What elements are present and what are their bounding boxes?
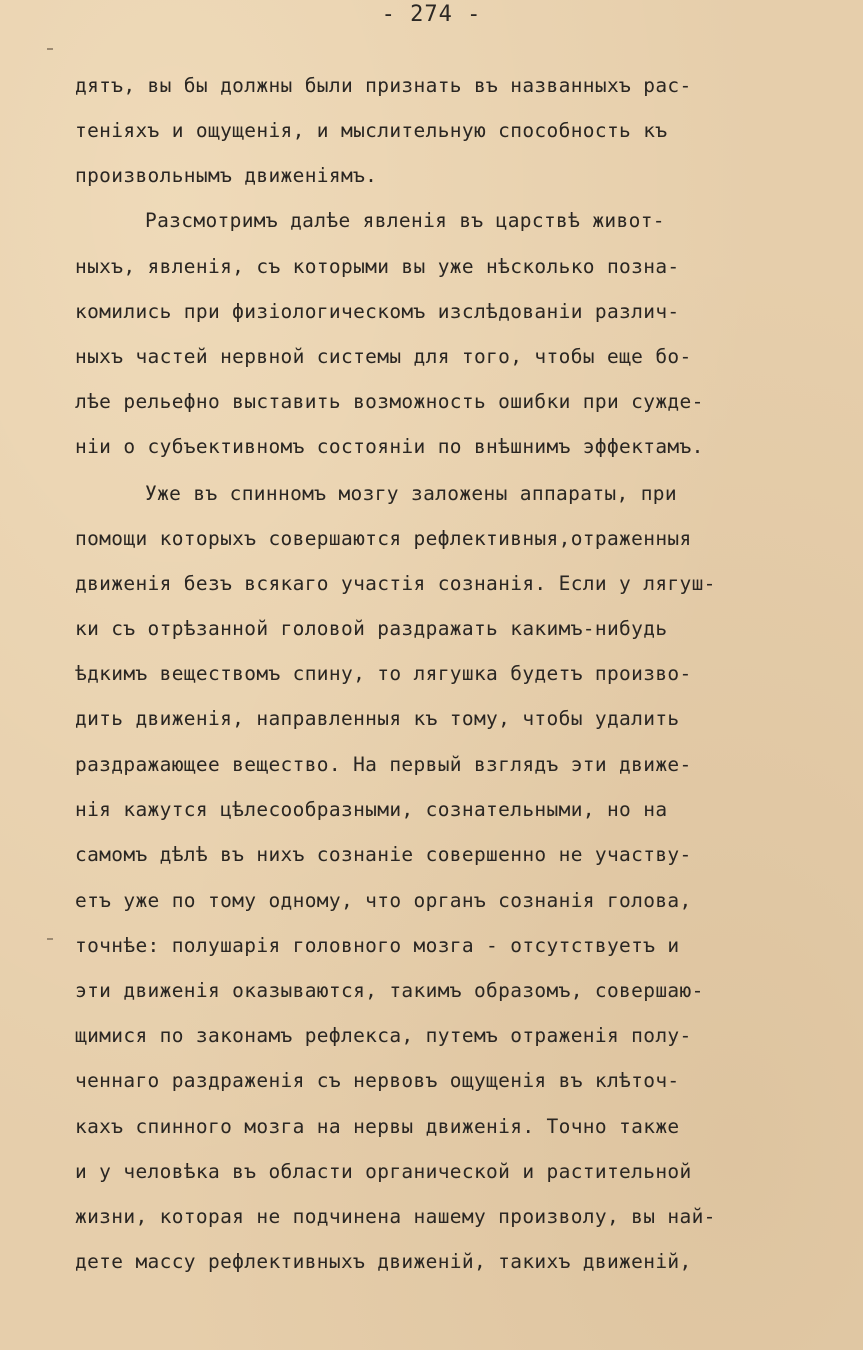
text-line: ки съ отрѣзанной головой раздражать какимъ-нибудь — [75, 617, 668, 640]
text-line: кахъ спинного мозга на нервы движенія. Точно также — [75, 1115, 680, 1138]
text-line: ченнаго раздраженія съ нервовъ ощущенія въ клѣточ- — [75, 1069, 680, 1092]
text-line: помощи которыхъ совершаются рефлективныя,отраженныя — [75, 527, 692, 550]
margin-mark — [47, 48, 53, 50]
text-line: самомъ дѣлѣ въ нихъ сознаніе совершенно не участву- — [75, 843, 692, 866]
text-line: нія кажутся цѣлесообразными, сознательными, но на — [75, 798, 668, 821]
page-number: - 274 - — [381, 2, 482, 27]
text-line: эти движенія оказываются, такимъ образомъ, совершаю- — [75, 979, 704, 1002]
text-line: дете массу рефлективныхъ движеній, такихъ движеній, — [75, 1250, 692, 1273]
text-line: етъ уже по тому одному, что органъ сознанія голова, — [75, 889, 692, 912]
text-line: ныхъ, явленія, съ которыми вы уже нѣсколько позна- — [75, 255, 680, 278]
text-line: ныхъ частей нервной системы для того, чтобы еще бо- — [75, 345, 692, 368]
text-line: Уже въ спинномъ мозгу заложены аппараты, при — [145, 482, 677, 505]
text-line: произвольнымъ движеніямъ. — [75, 164, 378, 187]
text-line: ніи о субъективномъ состояніи по внѣшнимъ эффектамъ. — [75, 435, 704, 458]
text-line: теніяхъ и ощущенія, и мыслительную способность къ — [75, 119, 668, 142]
text-line: ѣдкимъ веществомъ спину, то лягушка будетъ произво- — [75, 662, 692, 685]
text-line: щимися по законамъ рефлекса, путемъ отраженія полу- — [75, 1024, 692, 1047]
text-line: движенія безъ всякаго участія сознанія. Если у лягуш- — [75, 572, 716, 595]
text-line: комились при физіологическомъ изслѣдованіи различ- — [75, 300, 680, 323]
text-line: Разсмотримъ далѣе явленія въ царствѣ живот- — [145, 209, 665, 232]
text-line: дятъ, вы бы должны были признать въ названныхъ рас- — [75, 74, 692, 97]
text-line: жизни, которая не подчинена нашему произволу, вы най- — [75, 1205, 716, 1228]
text-line: дить движенія, направленныя къ тому, чтобы удалить — [75, 707, 680, 730]
margin-mark — [47, 938, 53, 940]
text-line: точнѣе: полушарія головного мозга - отсутствуетъ и — [75, 934, 680, 957]
text-line: раздражающее вещество. На первый взглядъ эти движе- — [75, 753, 692, 776]
text-line: лѣе рельефно выставить возможность ошибки при сужде- — [75, 390, 704, 413]
text-line: и у человѣка въ области органической и растительной — [75, 1160, 692, 1183]
